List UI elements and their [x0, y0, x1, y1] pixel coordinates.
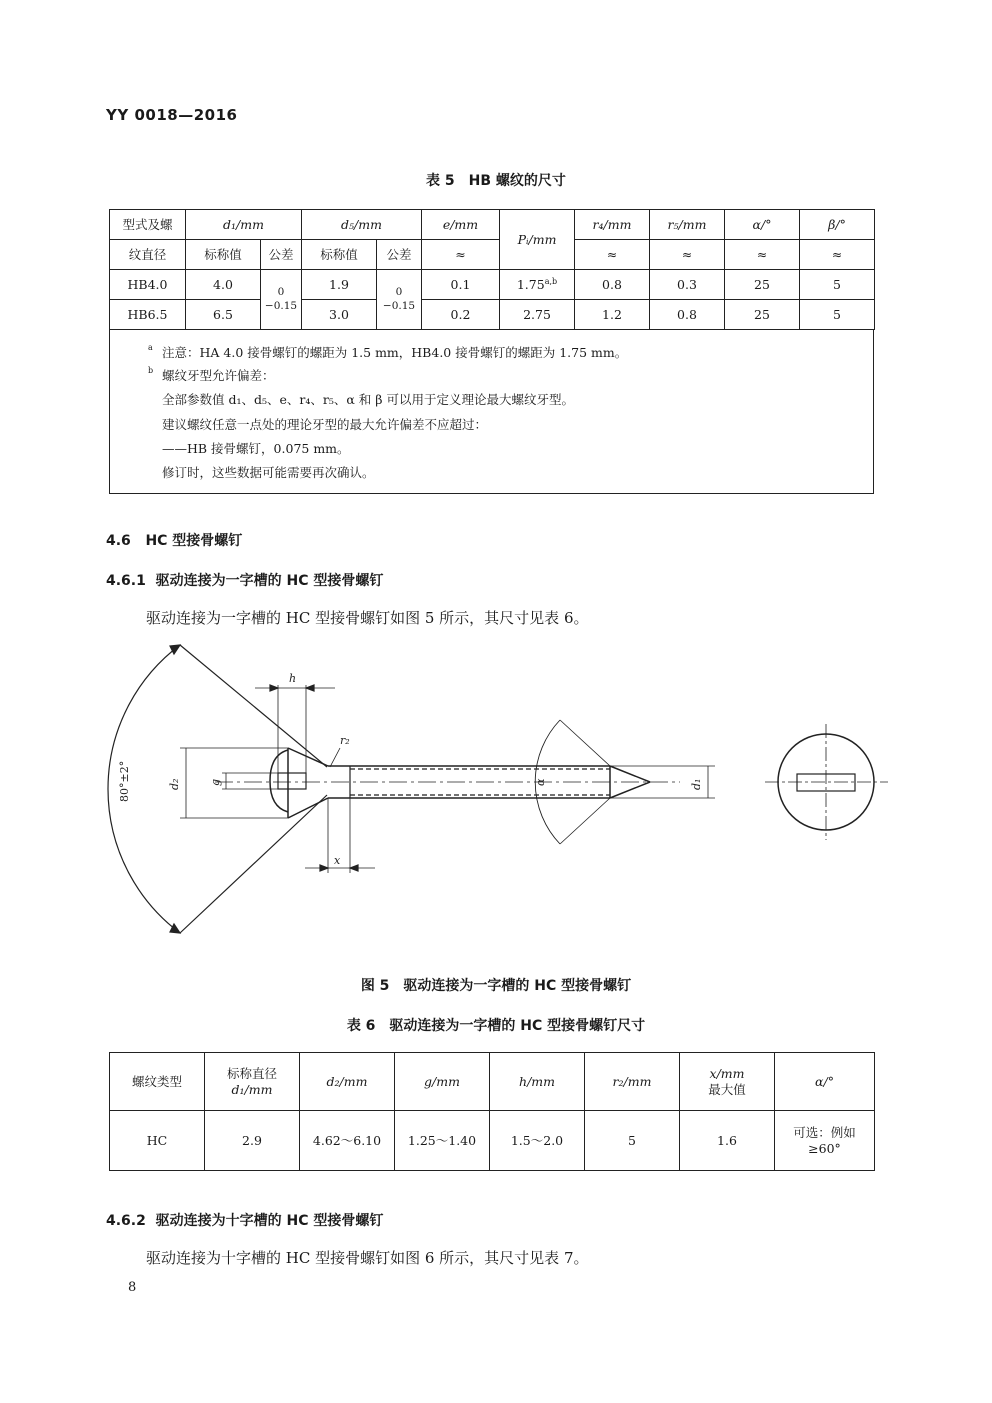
table5-cell-r5: 0.8 [650, 300, 725, 330]
note-line: 全部参数值 d₁、d₅、e、r₄、r₅、α 和 β 可以用于定义理论最大螺纹牙型。 [162, 392, 574, 407]
table6-header-alpha: α/° [775, 1053, 875, 1111]
table6-header-d2: d₂/mm [300, 1053, 395, 1111]
note-line: 建议螺纹任意一点处的理论牙型的最大允许偏差不应超过： [162, 417, 488, 432]
table5-header-r5: r₅/mm [650, 210, 725, 240]
table5-cell-d1: 6.5 [186, 300, 261, 330]
table5 [109, 209, 875, 330]
table5-sub-approx: ≈ [422, 240, 500, 270]
fig-label-d2: d₂ [168, 778, 181, 790]
table5-sub-approx: ≈ [800, 240, 875, 270]
table5-cell-r5: 0.3 [650, 270, 725, 300]
table6-header-g: g/mm [395, 1053, 490, 1111]
note-mark: b [148, 366, 154, 375]
table5-header-r4: r₄/mm [575, 210, 650, 240]
section-4-6-1-heading: 4.6.1 驱动连接为一字槽的 HC 型接骨螺钉 [106, 573, 384, 589]
table6-cell-h: 1.5～2.0 [490, 1111, 585, 1171]
note-line: 螺纹牙型允许偏差： [162, 368, 275, 383]
table5-cell-d1: 4.0 [186, 270, 261, 300]
table6-header-r2: r₂/mm [585, 1053, 680, 1111]
table5-cell-tol-d5: 0 −0.15 [377, 270, 422, 330]
table5-notes [109, 330, 874, 494]
fig-label-r2: r₂ [340, 734, 350, 747]
table5-sub-tolerance: 公差 [261, 240, 302, 270]
table5-cell-d5: 3.0 [302, 300, 377, 330]
table5-header-type: 型式及螺 [110, 210, 186, 240]
fig-label-g: g [209, 778, 222, 786]
section-4-6-heading: 4.6 HC 型接骨螺钉 [106, 533, 243, 549]
table5-cell-e: 0.1 [422, 270, 500, 300]
table5-sub-approx: ≈ [725, 240, 800, 270]
table5-cell-tol-d1: 0 −0.15 [261, 270, 302, 330]
paragraph-2: 驱动连接为十字槽的 HC 型接骨螺钉如图 6 所示，其尺寸见表 7。 [146, 1249, 589, 1267]
table5-header-e: e/mm [422, 210, 500, 240]
table5-header-p: Pᵢ/mm [500, 210, 575, 270]
table5-cell-d5: 1.9 [302, 270, 377, 300]
standard-number: YY 0018—2016 [106, 106, 238, 124]
table6-header-d1: 标称直径 d₁/mm [205, 1053, 300, 1111]
table6-caption: 表 6 驱动连接为一字槽的 HC 型接骨螺钉尺寸 [346, 1018, 646, 1034]
table6-cell-alpha: 可选：例如 ≥60° [775, 1111, 875, 1171]
fig-label-d1: d₁ [690, 778, 703, 790]
table5-cell-beta: 5 [800, 300, 875, 330]
figure5-drawing [0, 630, 992, 940]
table5-cell-beta: 5 [800, 270, 875, 300]
table5-caption: 表 5 HB 螺纹的尺寸 [426, 173, 566, 189]
table5-cell-p: 2.75 [500, 300, 575, 330]
table5-sub-nominal: 标称值 [302, 240, 377, 270]
paragraph-1: 驱动连接为一字槽的 HC 型接骨螺钉如图 5 所示，其尺寸见表 6。 [146, 609, 589, 627]
note-line: 修订时，这些数据可能需要再次确认。 [162, 465, 375, 480]
table6-cell-x: 1.6 [680, 1111, 775, 1171]
table5-sub-tolerance: 公差 [377, 240, 422, 270]
table6-cell-d1: 2.9 [205, 1111, 300, 1171]
table6-cell-r2: 5 [585, 1111, 680, 1171]
table5-cell-e: 0.2 [422, 300, 500, 330]
table6-header-type: 螺纹类型 [110, 1053, 205, 1111]
table6-cell-d2: 4.62～6.10 [300, 1111, 395, 1171]
table6-header-h: h/mm [490, 1053, 585, 1111]
section-4-6-2-heading: 4.6.2 驱动连接为十字槽的 HC 型接骨螺钉 [106, 1213, 384, 1229]
figure5-caption: 图 5 驱动连接为一字槽的 HC 型接骨螺钉 [360, 978, 632, 994]
note-mark: a [148, 343, 153, 352]
table5-header-d5: d₅/mm [302, 210, 422, 240]
table5-sub-approx: ≈ [575, 240, 650, 270]
note-line: ——HB 接骨螺钉，0.075 mm。 [162, 441, 350, 456]
table5-cell-alpha: 25 [725, 270, 800, 300]
table5-header-beta: β/° [800, 210, 875, 240]
table5-cell-r4: 1.2 [575, 300, 650, 330]
note-line: 注意：HA 4.0 接骨螺钉的螺距为 1.5 mm，HB4.0 接骨螺钉的螺距为 1.75 mm。 [162, 345, 628, 360]
table5-cell-type: HB6.5 [110, 300, 186, 330]
table6-cell-g: 1.25～1.40 [395, 1111, 490, 1171]
table6 [109, 1052, 875, 1171]
table6-header-x: x/mm 最大值 [680, 1053, 775, 1111]
fig-label-h: h [289, 672, 297, 685]
table5-cell-alpha: 25 [725, 300, 800, 330]
table6-cell-type: HC [110, 1111, 205, 1171]
table5-cell-r4: 0.8 [575, 270, 650, 300]
table5-header-alpha: α/° [725, 210, 800, 240]
table5-sub-approx: ≈ [650, 240, 725, 270]
page-number: 8 [128, 1280, 137, 1295]
table5-header-d1: d₁/mm [186, 210, 302, 240]
fig-label-angle: 80°±2° [118, 760, 131, 802]
table5-sub-nominal: 标称值 [186, 240, 261, 270]
table5-cell-type: HB4.0 [110, 270, 186, 300]
table5-cell-p: 1.75$^{a,b}$ [500, 270, 575, 300]
table5-header-type-2: 纹直径 [110, 240, 186, 270]
fig-label-x: x [334, 854, 341, 867]
fig-label-alpha: α [534, 778, 547, 786]
